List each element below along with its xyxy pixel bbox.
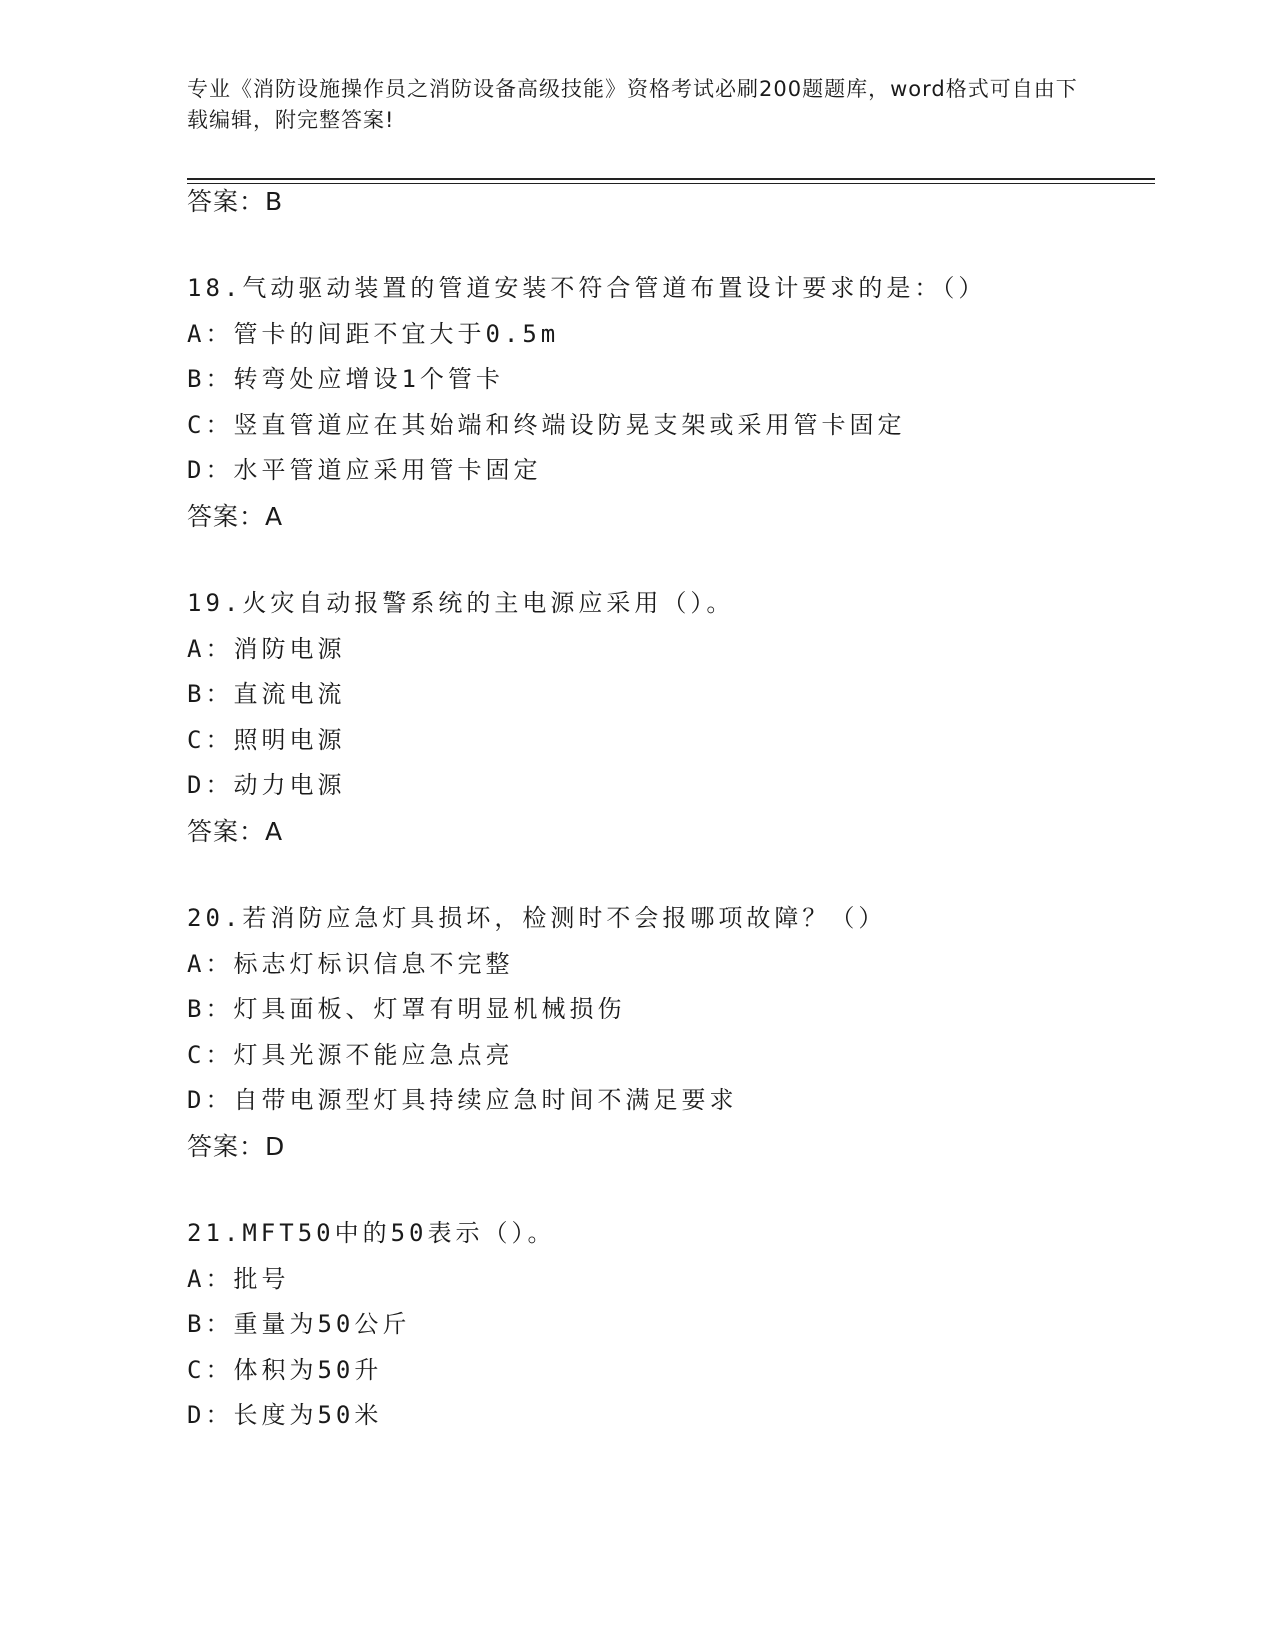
question-stem: 21.MFT50中的50表示（）。 [187,1219,556,1247]
option-b: B：直流电流 [187,680,346,708]
question-20 [187,896,1155,1169]
option-a: A：批号 [187,1264,290,1293]
option-c: C：照明电源 [187,725,346,754]
question-18 [187,266,1155,539]
option-c: C：竖直管道应在其始端和终端设防晃支架或采用管卡固定 [187,410,906,439]
document-header: 专业《消防设施操作员之消防设备高级技能》资格考试必刷200题题库，word格式可自由下载编辑，附完整答案! [187,77,1078,132]
option-a: A：消防电源 [187,634,346,663]
question-answer: 答案：A [187,816,284,846]
option-c: C：体积为50升 [187,1355,383,1384]
option-b: B：重量为50公斤 [187,1310,411,1338]
option-b: B：转弯处应增设1个管卡 [187,365,504,393]
question-answer: 答案：A [187,501,284,531]
question-21 [187,1211,1155,1439]
option-d: D：长度为50米 [187,1401,383,1429]
header-divider [187,178,1155,184]
option-d: D：动力电源 [187,771,346,799]
option-c: C：灯具光源不能应急点亮 [187,1040,514,1069]
option-b: B：灯具面板、灯罩有明显机械损伤 [187,995,626,1023]
question-answer: 答案：D [187,1131,286,1161]
question-stem: 20.若消防应急灯具损坏，检测时不会报哪项故障？（） [187,904,887,932]
option-d: D：水平管道应采用管卡固定 [187,456,542,484]
option-a: A：标志灯标识信息不完整 [187,949,514,978]
question-stem: 19.火灾自动报警系统的主电源应采用（）。 [187,589,735,617]
option-a: A：管卡的间距不宜大于0.5m [187,319,560,348]
option-d: D：自带电源型灯具持续应急时间不满足要求 [187,1086,738,1114]
question-19 [187,581,1155,854]
question-stem: 18.气动驱动装置的管道安装不符合管道布置设计要求的是：（） [187,274,987,302]
previous-answer: 答案：B [187,187,284,216]
